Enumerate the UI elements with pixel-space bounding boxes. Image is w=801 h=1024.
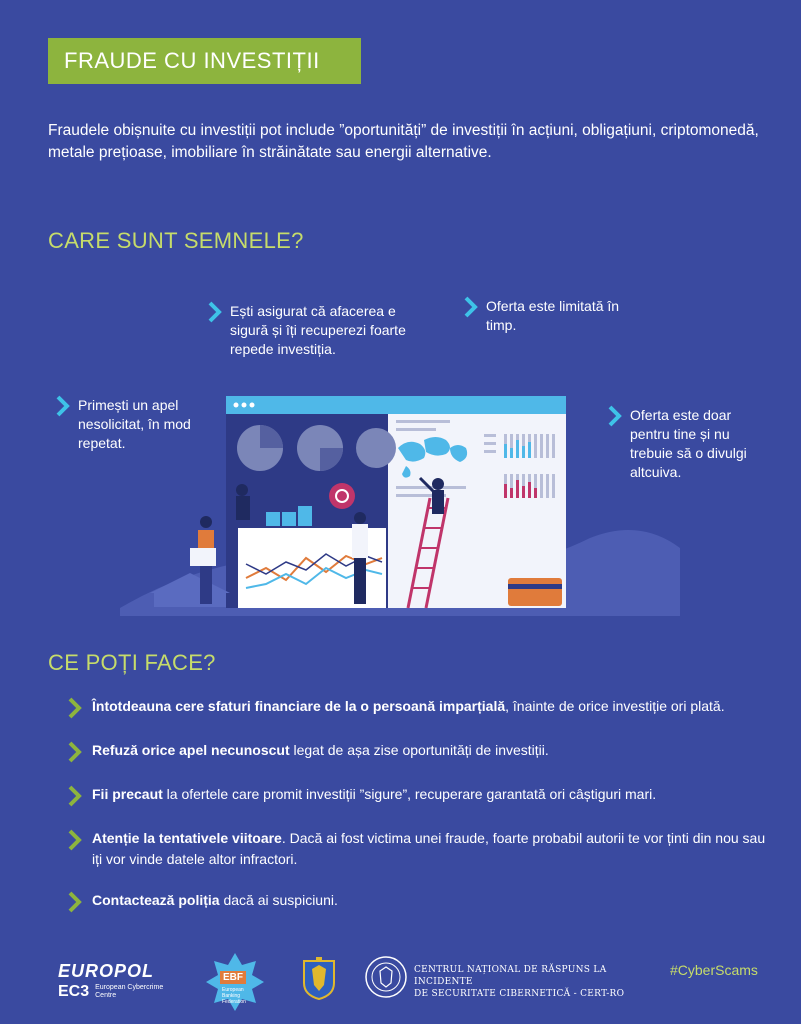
ebf-logo: EBF European Banking Federation	[204, 951, 266, 1013]
europol-logo: EUROPOL EC3 European Cybercrime Centre	[58, 961, 164, 1000]
investment-illustration	[120, 388, 680, 616]
sign-item: Oferta este limitată în timp.	[462, 297, 622, 335]
action-item: Fii precaut la ofertele care promit investiții ”sigure”, recuperare garantată ori câștiguri mari.	[66, 784, 766, 808]
action-item: Contactează poliția dacă ai suspiciuni.	[66, 890, 766, 914]
hashtag: #CyberScams	[670, 962, 758, 978]
chevron-right-icon	[66, 828, 84, 852]
chevron-right-icon	[206, 300, 224, 324]
title-banner	[48, 38, 361, 84]
chevron-right-icon	[66, 890, 84, 914]
action-item: Refuză orice apel necunoscut legat de așa zise oportunități de investiții.	[66, 740, 766, 764]
actions-list	[66, 696, 766, 934]
action-item: Întotdeauna cere sfaturi financiare de la o persoană imparțială, înainte de orice investiție ori plată.	[66, 696, 766, 720]
chevron-right-icon	[462, 295, 480, 319]
government-seal-icon	[364, 955, 408, 1004]
chevron-right-icon	[66, 696, 84, 720]
signs-heading: CARE SUNT SEMNELE?	[48, 228, 304, 253]
sign-item: Ești asigurat că afacerea e sigură și îți recuperezi foarte repede investiția.	[206, 302, 406, 359]
intro-text: Fraudele obișnuite cu investiții pot include ”oportunități” de investiții în acțiuni, obligațiuni, criptomonedă, metale prețioase, imobiliare în străinătate sau energii alternative.	[48, 122, 759, 161]
romania-coat-of-arms-icon	[302, 955, 336, 1006]
sign-item: Primești un apel nesolicitat, în mod repetat.	[54, 396, 204, 453]
chevron-right-icon	[66, 740, 84, 764]
action-item: Atenție la tentativele viitoare. Dacă ai fost victima unei fraude, foarte probabil autorii te vor ținti din nou sau iți vor vinde datele altor infractori.	[66, 828, 766, 870]
sign-item: Oferta este doar pentru tine și nu trebuie să o divulgi altcuiva.	[606, 406, 766, 482]
actions-heading: CE POȚI FACE?	[48, 650, 216, 675]
chevron-right-icon	[66, 784, 84, 808]
cert-ro-label: CENTRUL NAȚIONAL DE RĂSPUNS LA INCIDENTE DE SECURITATE CIBERNETICĂ - CERT-RO	[414, 965, 625, 999]
footer-logos	[0, 945, 801, 1024]
page-title: FRAUDE CU INVESTIȚII	[64, 48, 320, 73]
chevron-right-icon	[54, 394, 72, 418]
